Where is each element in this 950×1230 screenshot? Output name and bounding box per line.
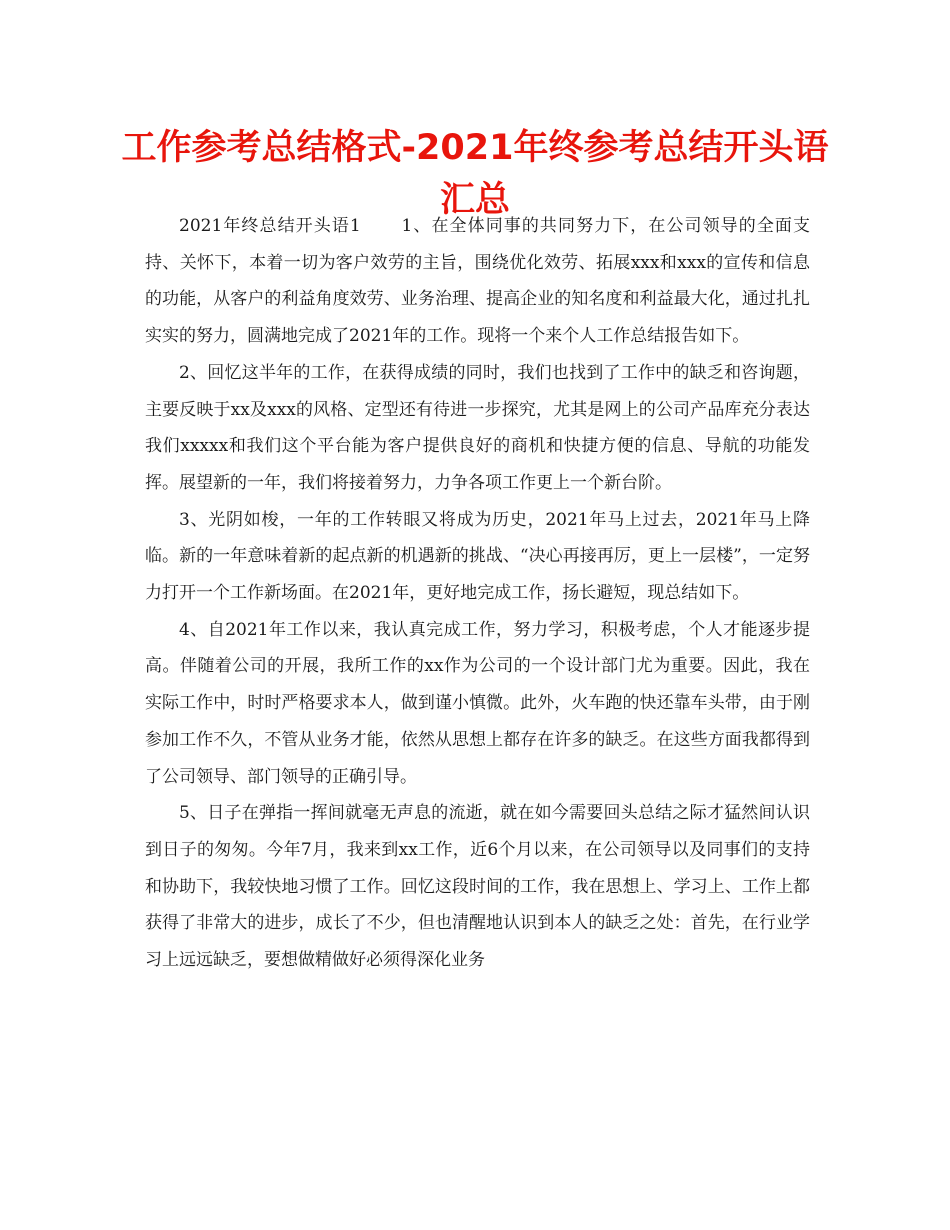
- paragraph-4: 4、自2021年工作以来，我认真完成工作，努力学习，积极考虑，个人才能逐步提高。伴随着公司的开展，我所工作的xx作为公司的一个设计部门尤为重要。因此，我在实际工作中，时时严格要求本人，做到谨小慎微。此外，火车跑的快还靠车头带，由于刚参加工作不久，不管从业务才能，依然从思想上都存在许多的缺乏。在这些方面我都得到了公司领导、部门领导的正确引导。: [145, 619, 810, 787]
- paragraph-2: 2、回忆这半年的工作，在获得成绩的同时，我们也找到了工作中的缺乏和咨询题，主要反映于xx及xxx的风格、定型还有待进一步探究，尤其是网上的公司产品库充分表达我们xxxxx和我们这个平台能为客户提供良好的商机和快捷方便的信息、导航的功能发挥。展望新的一年，我们将接着努力，力争各项工作更上一个新台阶。: [145, 362, 810, 493]
- paragraph-1: [145, 208, 810, 355]
- document-title: 工作参考总结格式-2021年终参考总结开头语汇总: [121, 128, 829, 220]
- paragraph-text: 1、在全体同事的共同努力下，在公司领导的全面支持、关怀下，本着一切为客户效劳的主旨，围绕优化效劳、拓展xxx和xxx的宣传和信息的功能，从客户的利益角度效劳、业务治理、提高企业的知名度和利益最大化，通过扎扎实实的努力，圆满地完成了2021年的工作。现将一个来个人工作总结报告如下。: [145, 216, 810, 347]
- document-body: [145, 208, 810, 979]
- paragraph-5: 5、日子在弹指一挥间就毫无声息的流逝，就在如今需要回头总结之际才猛然间认识到日子的匆匆。今年7月，我来到xx工作，近6个月以来，在公司领导以及同事们的支持和协助下，我较快地习惯了工作。回忆这段时间的工作，我在思想上、学习上、工作上都获得了非常大的进步，成长了不少，但也清醒地认识到本人的缺乏之处：首先，在行业学习上远远缺乏，要想做精做好必须得深化业务: [145, 803, 810, 971]
- paragraph-3: 3、光阴如梭，一年的工作转眼又将成为历史，2021年马上过去，2021年马上降临。新的一年意味着新的起点新的机遇新的挑战、“决心再接再厉，更上一层楼”，一定努力打开一个工作新场面。在2021年，更好地完成工作，扬长避短，现总结如下。: [145, 509, 810, 604]
- section-heading: 2021年终总结开头语1: [179, 216, 361, 236]
